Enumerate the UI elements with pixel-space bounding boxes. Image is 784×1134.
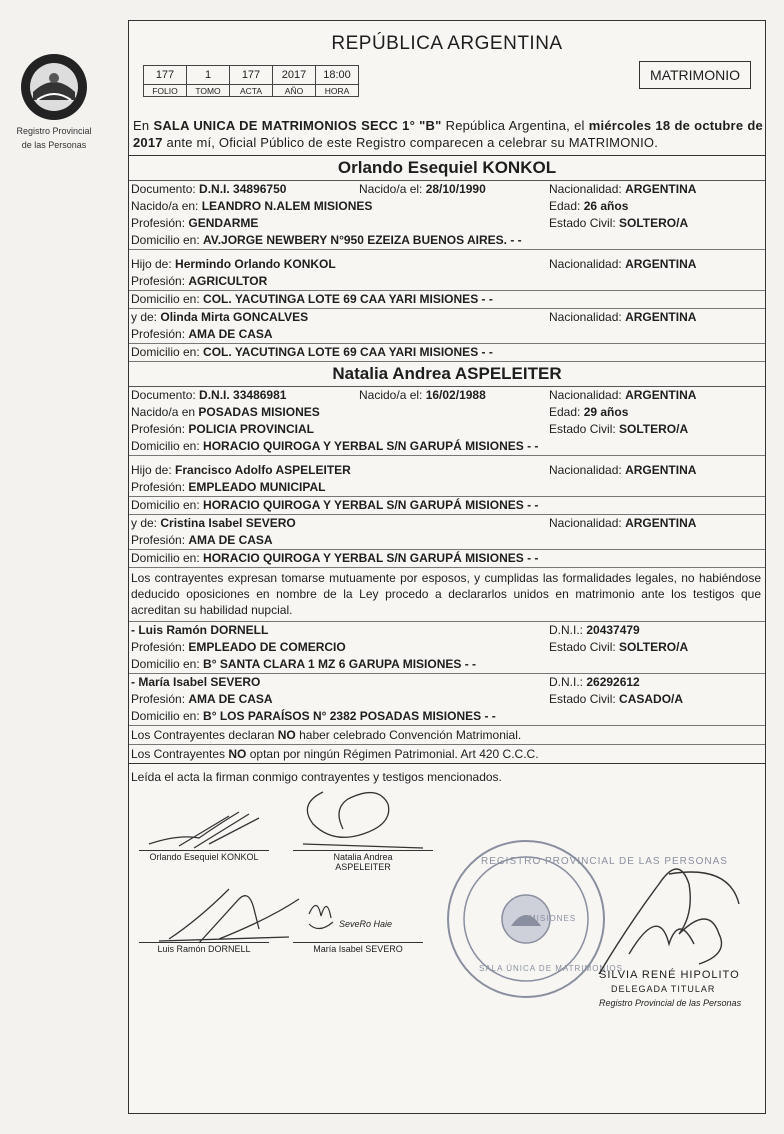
anio-label: AÑO [273, 85, 316, 97]
groom-profession-line: Profesión: GENDARME Estado Civil: SOLTERO/A [131, 216, 689, 230]
logo-caption-line2: de las Personas [21, 140, 87, 150]
officer-name: SILVIA RENÉ HIPOLITO [599, 969, 740, 981]
bride-signature-label [293, 850, 433, 872]
witness2-address-line: Domicilio en: B° LOS PARAÍSOS N° 2382 POSADAS MISIONES - - [129, 708, 765, 726]
logo-caption-line1: Registro Provincial [16, 126, 92, 136]
groom-mother-profession-line: Profesión: AMA DE CASA [129, 326, 765, 344]
bride-mother-profession-line: Profesión: AMA DE CASA [129, 532, 765, 550]
tomo-label: TOMO [187, 85, 230, 97]
witness2-signature-label: María Isabel SEVERO [293, 942, 423, 954]
bride-birthplace-line: Nacido/a en POSADAS MISIONES Edad: 29 años [131, 405, 629, 419]
groom-father-address-line: Domicilio en: COL. YACUTINGA LOTE 69 CAA YARI MISIONES - - [129, 291, 765, 309]
bride-name: Natalia Andrea ASPELEITER [129, 362, 765, 387]
bride-father-profession-line: Profesión: EMPLEADO MUNICIPAL [129, 479, 765, 497]
bride-father-address-line: Domicilio en: HORACIO QUIROGA Y YERBAL S/N GARUPÁ MISIONES - - [129, 497, 765, 515]
record-type-box: MATRIMONIO [639, 61, 751, 89]
stamp-top-text: REGISTRO PROVINCIAL DE LAS PERSONAS [481, 856, 728, 867]
registry-logo [14, 52, 94, 150]
folio-value: 177 [144, 66, 187, 85]
groom-father-profession-line: Profesión: AGRICULTOR [129, 273, 765, 291]
bride-address-line: Domicilio en: HORACIO QUIROGA Y YERBAL S/N GARUPÁ MISIONES - - [129, 438, 765, 456]
hora-label: HORA [316, 85, 359, 97]
bride-father-line: Hijo de: Francisco Adolfo ASPELEITER Nacionalidad: ARGENTINA [131, 463, 697, 477]
groom-birthplace-line: Nacido/a en: LEANDRO N.ALEM MISIONES Edad: 26 años [131, 199, 629, 213]
signature-area [129, 764, 765, 1094]
folio-label: FOLIO [144, 85, 187, 97]
groom-mother-address-line: Domicilio en: COL. YACUTINGA LOTE 69 CAA YARI MISIONES - - [129, 344, 765, 362]
bride-signature-label-line1: Natalia Andrea [333, 852, 393, 862]
witness1-signature-label: Luis Ramón DORNELL [139, 942, 269, 954]
bride-mother-address-line: Domicilio en: HORACIO QUIROGA Y YERBAL S/N GARUPÁ MISIONES - - [129, 550, 765, 568]
witness1-signature-icon [139, 879, 309, 949]
bride-mother-line: y de: Cristina Isabel SEVERO Nacionalidad: ARGENTINA [131, 516, 697, 530]
witness1-name-line: - Luis Ramón DORNELL D.N.I.: 20437479 [131, 623, 640, 637]
officer-signature-icon [569, 844, 749, 984]
bride-signature-label-line2: ASPELEITER [335, 862, 391, 872]
groom-father-line: Hijo de: Hermindo Orlando KONKOL Nacionalidad: ARGENTINA [131, 257, 697, 271]
declaration-text: Los contrayentes expresan tomarse mutuamente por esposos, y cumplidas las formalidades legales, no habiéndose deducido oposiciones en nombre de la Ley procedo a declararlos unidos en matrimonio ante los testigos que acreditan su habilidad nupcial. [129, 568, 765, 622]
groom-signature-icon [139, 804, 279, 854]
convencion-line: Los Contrayentes declaran NO haber celebrado Convención Matrimonial. [129, 726, 765, 745]
anio-value: 2017 [273, 66, 316, 85]
witnesses-section [129, 622, 765, 726]
document-title: REPÚBLICA ARGENTINA [331, 33, 563, 54]
bride-section [129, 362, 765, 568]
groom-signature-label: Orlando Esequiel KONKOL [139, 850, 269, 862]
groom-mother-line: y de: Olinda Mirta GONCALVES Nacionalidad: ARGENTINA [131, 310, 697, 324]
witness2-handwriting: SeveRo Haie [339, 919, 393, 929]
acta-label: ACTA [230, 85, 273, 97]
witness2-profession-line: Profesión: AMA DE CASA Estado Civil: CASADO/A [131, 692, 684, 706]
intro-paragraph: En SALA UNICA DE MATRIMONIOS SECC 1° "B" República Argentina, el miércoles 18 de octubre de 2017 ante mí, Oficial Público de este Registro comparecen a celebrar su MATRIMONIO. [133, 118, 763, 150]
stamp-inner-text: SALA ÚNICA DE MATRIMONIOS [479, 964, 623, 973]
record-meta-table [143, 65, 359, 97]
officer-office: Registro Provincial de las Personas [599, 998, 742, 1008]
bride-signature-icon [293, 784, 433, 854]
misiones-seal-icon [19, 52, 89, 122]
witness2-name-line: - María Isabel SEVERO D.N.I.: 26292612 [131, 675, 640, 689]
groom-name: Orlando Esequiel KONKOL [129, 156, 765, 181]
witness1-profession-line: Profesión: EMPLEADO DE COMERCIO Estado Civil: SOLTERO/A [131, 640, 689, 654]
groom-section [129, 155, 765, 362]
record-header [129, 55, 765, 117]
marriage-certificate [128, 20, 766, 1114]
bride-profession-line: Profesión: POLICIA PROVINCIAL Estado Civil: SOLTERO/A [131, 422, 689, 436]
bride-doc-line: Documento: D.N.I. 33486981 Nacido/a el: 16/02/1988 Nacionalidad: ARGENTINA [131, 388, 697, 402]
tomo-value: 1 [187, 66, 230, 85]
officer-role: DELEGADA TITULAR [611, 984, 716, 994]
stamp-province-text: MISIONES [529, 914, 577, 923]
acta-value: 177 [230, 66, 273, 85]
closing-text: Leída el acta la firman conmigo contrayentes y testigos mencionados. [131, 770, 502, 784]
witness1-address-line: Domicilio en: B° SANTA CLARA 1 MZ 6 GARUPA MISIONES - - [129, 656, 765, 674]
hora-value: 18:00 [316, 66, 359, 85]
regimen-line: Los Contrayentes NO optan por ningún Régimen Patrimonial. Art 420 C.C.C. [129, 745, 765, 764]
groom-address-line: Domicilio en: AV.JORGE NEWBERY N°950 EZEIZA BUENOS AIRES. - - [129, 232, 765, 250]
groom-doc-line: Documento: D.N.I. 34896750 Nacido/a el: 28/10/1990 Nacionalidad: ARGENTINA [131, 182, 697, 196]
